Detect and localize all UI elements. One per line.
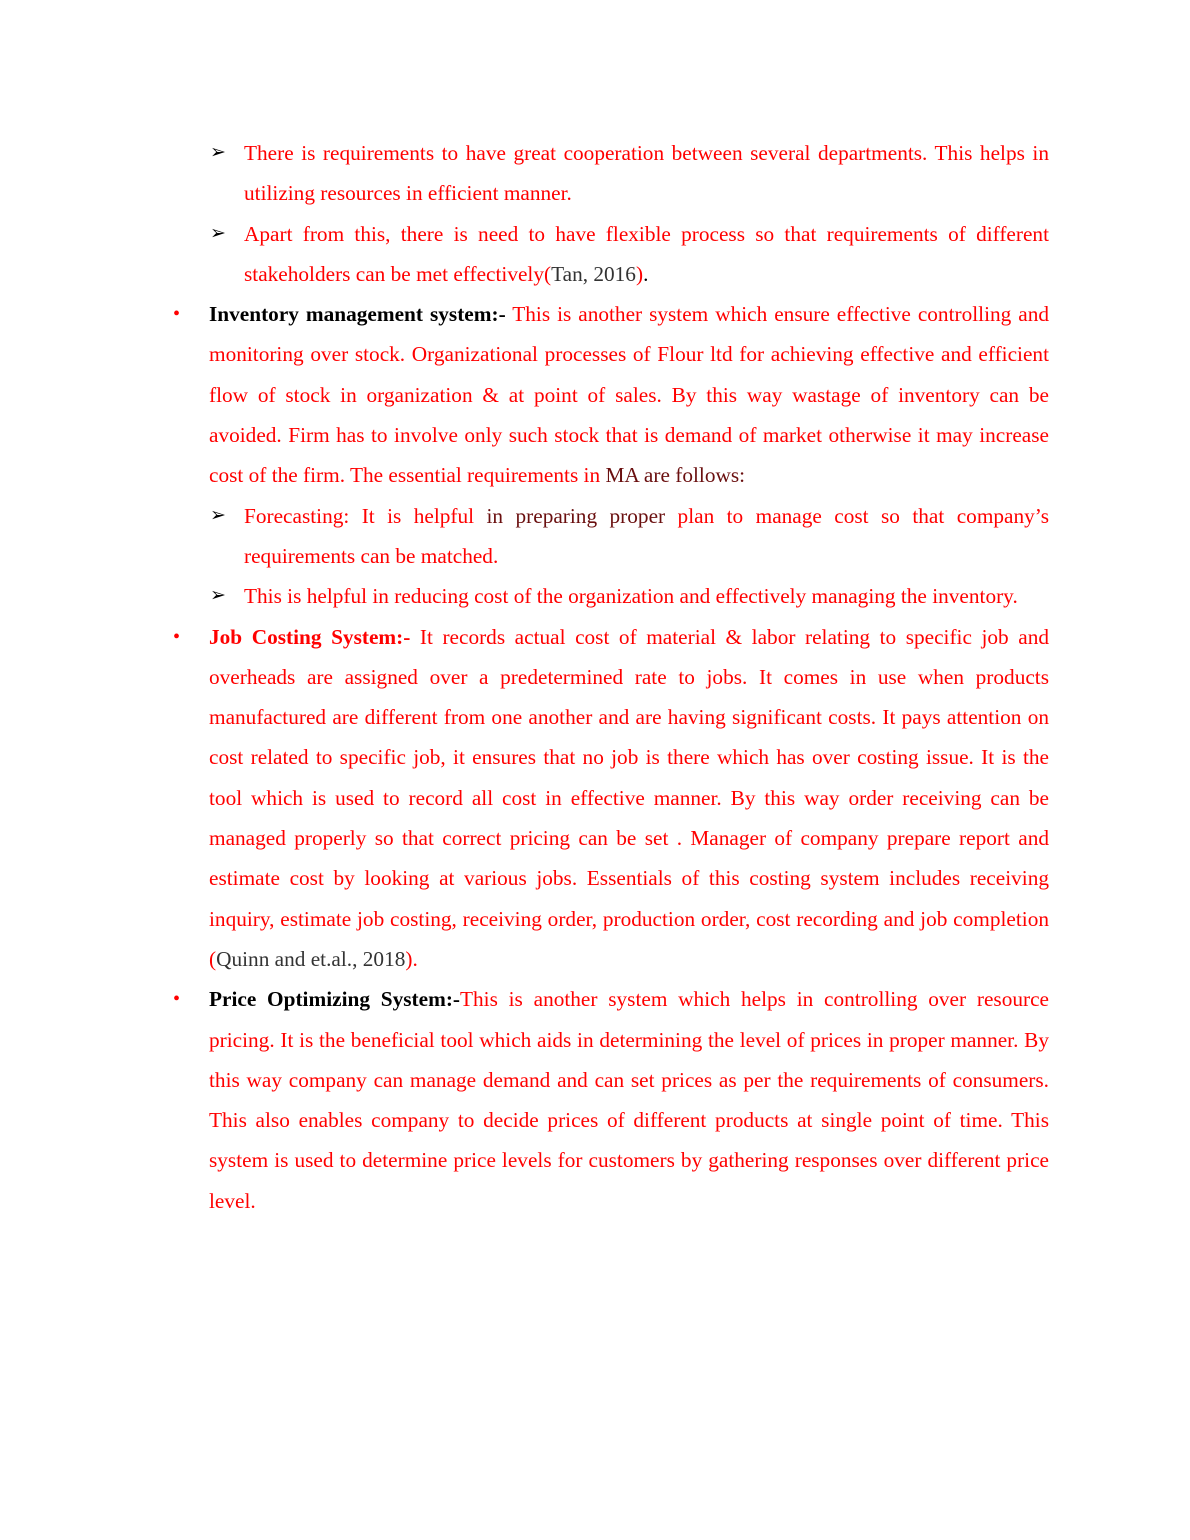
bullet-icon: • [173, 303, 181, 326]
arrow-bullet-icon: ➢ [210, 142, 226, 163]
arrow-bullet-icon: ➢ [210, 585, 226, 607]
bullet-icon: • [173, 988, 181, 1011]
text: This is helpful in reducing cost of the organization and effectively managing the inventory. [244, 584, 1018, 609]
bullet-icon: • [173, 625, 181, 648]
arrow-bullet-icon: ➢ [210, 222, 226, 244]
document-page [0, 133, 1190, 1221]
heading: Inventory management system:- [209, 302, 506, 327]
text: It records actual cost of material & labor relating to specific job and overheads are assigned over a predetermined rate to jobs. It comes in use when products manufactured are different from one another and are having significant costs. It pays attention on cost related to specific job, it ensures that no job is there which has over costing issue. It is the tool which is used to record all cost in effective manner. By this way order receiving can be managed properly so that correct pricing can be set . Manager of company prepare report and estimate cost by looking at various jobs. Essentials of this costing system includes receiving inquiry, estimate job costing, receiving order, production order, cost recording and job completion ( [209, 624, 1050, 971]
text: ). [405, 946, 418, 971]
text: in preparing proper [486, 503, 678, 528]
text: This is another system which helps in controlling over resource pricing. It is the beneficial tool which aids in determining the level of prices in proper manner. By this way company can manage demand and can set prices as per the requirements of consumers. This also enables company to decide prices of different products at single point of time. This system is used to determine price levels for customers by gathering responses over different price level. [209, 987, 1049, 1213]
heading: Price Optimizing System:- [209, 987, 461, 1012]
bullet-inventory-management [173, 294, 1050, 495]
text: This is another system which ensure effective controlling and monitoring over stock. Organizational processes of Flour ltd for achieving effective and efficient flow of stock in organization & at point of sales. By this way wastage of inventory can be avoided. Firm has to involve only such stock that is demand of market otherwise it may increase cost of the firm. The essential requirements in [209, 302, 1050, 488]
text: There is requirements to have great cooperation between several departments. This helps in utilizing resources in efficient manner. [244, 141, 1049, 206]
sub-bullet-flexible-process [210, 214, 1049, 295]
arrow-bullet-icon: ➢ [210, 504, 226, 526]
text: Forecasting: It is helpful [244, 503, 487, 528]
citation: Quinn and et.al., 2018 [216, 946, 406, 971]
text: Apart from this, there is need to have flexible process so that requirements of different stakeholders can be met effectively( [244, 221, 1049, 286]
text: plan to manage cost so that company’s requirements can be matched. [244, 503, 1049, 568]
citation: Tan, 2016 [551, 261, 636, 286]
sub-bullet-cooperation [210, 133, 1049, 214]
bullet-job-costing [173, 617, 1050, 980]
text: MA are follows: [605, 463, 746, 488]
bullet-price-optimizing [173, 979, 1049, 1221]
sub-bullet-reducing-cost [210, 576, 1049, 616]
sub-bullet-forecasting [210, 496, 1049, 577]
text: . [643, 261, 649, 286]
text: ) [635, 261, 644, 286]
heading: Job Costing System:- [209, 624, 411, 649]
